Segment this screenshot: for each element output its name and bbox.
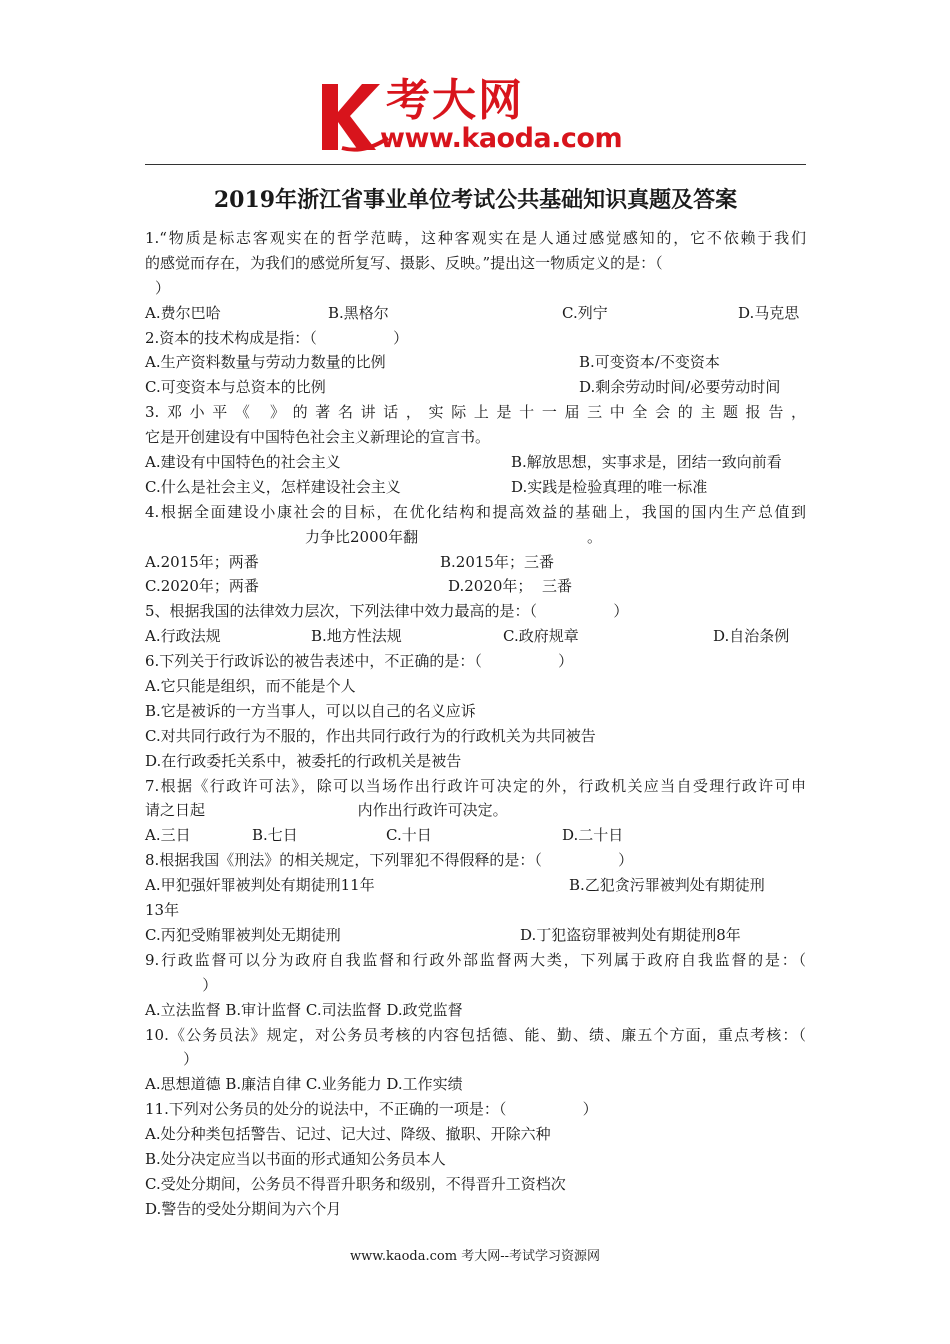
q6-option-a: A.它只能是组织，而不能是个人 bbox=[145, 677, 356, 696]
q1-stem-line-2: 的感觉而存在，为我们的感觉所复写、摄影、反映。”提出这一物质定义的是：（ bbox=[145, 253, 663, 272]
q11-option-d: D.警告的受处分期间为六个月 bbox=[145, 1199, 342, 1218]
q10-stem-line-2: ） bbox=[145, 1050, 199, 1069]
q1-options bbox=[145, 301, 806, 326]
q4-stem-text: 力争比2000年翻 bbox=[305, 527, 419, 546]
q8-option-b: B.乙犯贪污罪被判处有期徒刑 bbox=[569, 876, 765, 895]
q3-stem-line-2: 它是开创建设有中国特色社会主义新理论的宣言书。 bbox=[145, 428, 491, 447]
q7-option-a: A.三日 bbox=[145, 826, 191, 845]
q7-option-d: D.二十日 bbox=[562, 826, 624, 845]
q9-stem-line-1: 9.行政监督可以分为政府自我监督和行政外部监督两大类，下列属于政府自我监督的是：（ bbox=[145, 950, 806, 969]
q2-stem: 2.资本的技术构成是指：（ ） bbox=[145, 328, 409, 347]
q3-option-d: D.实践是检验真理的唯一标准 bbox=[511, 477, 708, 496]
q1-stem-line-1: 1.“物质是标志客观实在的哲学范畴，这种客观实在是人通过感觉感知的，它不依赖于我们 bbox=[145, 229, 806, 247]
q1-stem-close: ） bbox=[155, 278, 171, 297]
q4-option-a: A.2015年；两番 bbox=[145, 552, 259, 571]
q2-option-c: C.可变资本与总资本的比例 bbox=[145, 378, 326, 397]
q4-option-d: D.2020年； 三番 bbox=[448, 577, 572, 596]
page-footer: www.kaoda.com 考大网--考试学习资源网 bbox=[350, 1249, 600, 1264]
q5-option-c: C.政府规章 bbox=[503, 627, 579, 646]
q1-option-c: C.列宁 bbox=[562, 303, 608, 322]
q4-option-c: C.2020年；两番 bbox=[145, 577, 259, 596]
q11-option-c: C.受处分期间，公务员不得晋升职务和级别，不得晋升工资档次 bbox=[145, 1174, 566, 1193]
q10-stem-line-1: 10.《公务员法》规定，对公务员考核的内容包括德、能、勤、绩、廉五个方面，重点考核：（ bbox=[145, 1025, 806, 1044]
q8-option-d: D.丁犯盗窃罪被判处有期徒刑8年 bbox=[520, 925, 741, 944]
q3-stem-line-1: 3.邓小平《 》的著名讲话，实际上是十一届三中全会的主题报告， bbox=[145, 403, 806, 422]
logo-brand-name: 考大网 bbox=[386, 75, 524, 126]
q7-stem-line-1: 7.根据《行政许可法》，除可以当场作出行政许可决定的外，行政机关应当自受理行政许可申 bbox=[145, 776, 806, 795]
q4-options-row-2 bbox=[145, 574, 806, 599]
q2-option-a: A.生产资料数量与劳动力数量的比例 bbox=[145, 353, 386, 372]
q7-option-b: B.七日 bbox=[252, 826, 298, 845]
q2-option-b: B.可变资本/不变资本 bbox=[579, 353, 720, 372]
q1-option-a: A.费尔巴哈 bbox=[145, 303, 221, 322]
question-list bbox=[145, 226, 806, 1222]
q1-stem-line-3 bbox=[145, 276, 806, 301]
q6-option-b: B.它是被诉的一方当事人，可以以自己的名义应诉 bbox=[145, 701, 476, 720]
q11-option-b: B.处分决定应当以书面的形式通知公务员本人 bbox=[145, 1149, 446, 1168]
site-logo bbox=[318, 75, 648, 160]
q9-options: A.立法监督 B.审计监督 C.司法监督 D.政党监督 bbox=[145, 1000, 463, 1019]
q4-stem-line-2 bbox=[145, 525, 806, 550]
q8-option-b-continued: 13年 bbox=[145, 901, 180, 920]
q5-options bbox=[145, 624, 806, 649]
q2-options-row-2 bbox=[145, 375, 806, 400]
q7-stem-line-2: 请之日起 内作出行政许可决定。 bbox=[145, 801, 508, 820]
q8-stem: 8.根据我国《刑法》的相关规定，下列罪犯不得假释的是：（ ） bbox=[145, 851, 634, 870]
q5-option-b: B.地方性法规 bbox=[311, 627, 402, 646]
q4-stem-line-1: 4.根据全面建设小康社会的目标，在优化结构和提高效益的基础上，我国的国内生产总值到 bbox=[145, 502, 806, 521]
q8-options-row-2 bbox=[145, 923, 806, 948]
q3-option-a: A.建设有中国特色的社会主义 bbox=[145, 453, 341, 472]
q11-option-a: A.处分种类包括警告、记过、记大过、降级、撤职、开除六种 bbox=[145, 1125, 551, 1144]
q8-option-c: C.丙犯受贿罪被判处无期徒刑 bbox=[145, 925, 341, 944]
q3-option-c: C.什么是社会主义，怎样建设社会主义 bbox=[145, 477, 401, 496]
q11-stem: 11.下列对公务员的处分的说法中，不正确的一项是：（ ） bbox=[145, 1100, 598, 1119]
header-divider bbox=[145, 164, 806, 165]
q5-option-a: A.行政法规 bbox=[145, 627, 221, 646]
q8-option-a: A.甲犯强奸罪被判处有期徒刑11年 bbox=[145, 876, 375, 895]
q4-options-row-1 bbox=[145, 550, 806, 575]
q6-option-d: D.在行政委托关系中，被委托的行政机关是被告 bbox=[145, 751, 462, 770]
q8-options-row-1 bbox=[145, 873, 806, 898]
q4-stem-period: 。 bbox=[587, 527, 603, 546]
q3-options-row-2 bbox=[145, 475, 806, 500]
q1-option-b: B.黑格尔 bbox=[328, 303, 389, 322]
q7-options bbox=[145, 823, 806, 848]
q2-options-row-1 bbox=[145, 350, 806, 375]
q10-options: A.思想道德 B.廉洁自律 C.业务能力 D.工作实绩 bbox=[145, 1075, 463, 1094]
q7-option-c: C.十日 bbox=[386, 826, 432, 845]
q2-option-d: D.剩余劳动时间/必要劳动时间 bbox=[579, 378, 781, 397]
q6-option-c: C.对共同行政行为不服的，作出共同行政行为的行政机关为共同被告 bbox=[145, 726, 596, 745]
logo-brand-url: www.kaoda.com bbox=[380, 123, 623, 154]
q3-option-b: B.解放思想，实事求是，团结一致向前看 bbox=[511, 453, 782, 472]
q6-stem: 6.下列关于行政诉讼的被告表述中，不正确的是：（ ） bbox=[145, 652, 574, 671]
q5-option-d: D.自治条例 bbox=[713, 627, 790, 646]
q1-option-d: D.马克思 bbox=[738, 303, 800, 322]
q4-option-b: B.2015年；三番 bbox=[440, 552, 554, 571]
q9-stem-line-2: ） bbox=[145, 975, 218, 994]
document-title: 2019年浙江省事业单位考试公共基础知识真题及答案 bbox=[213, 187, 738, 213]
q3-options-row-1 bbox=[145, 450, 806, 475]
q5-stem: 5、根据我国的法律效力层次，下列法律中效力最高的是：（ ） bbox=[145, 602, 629, 621]
